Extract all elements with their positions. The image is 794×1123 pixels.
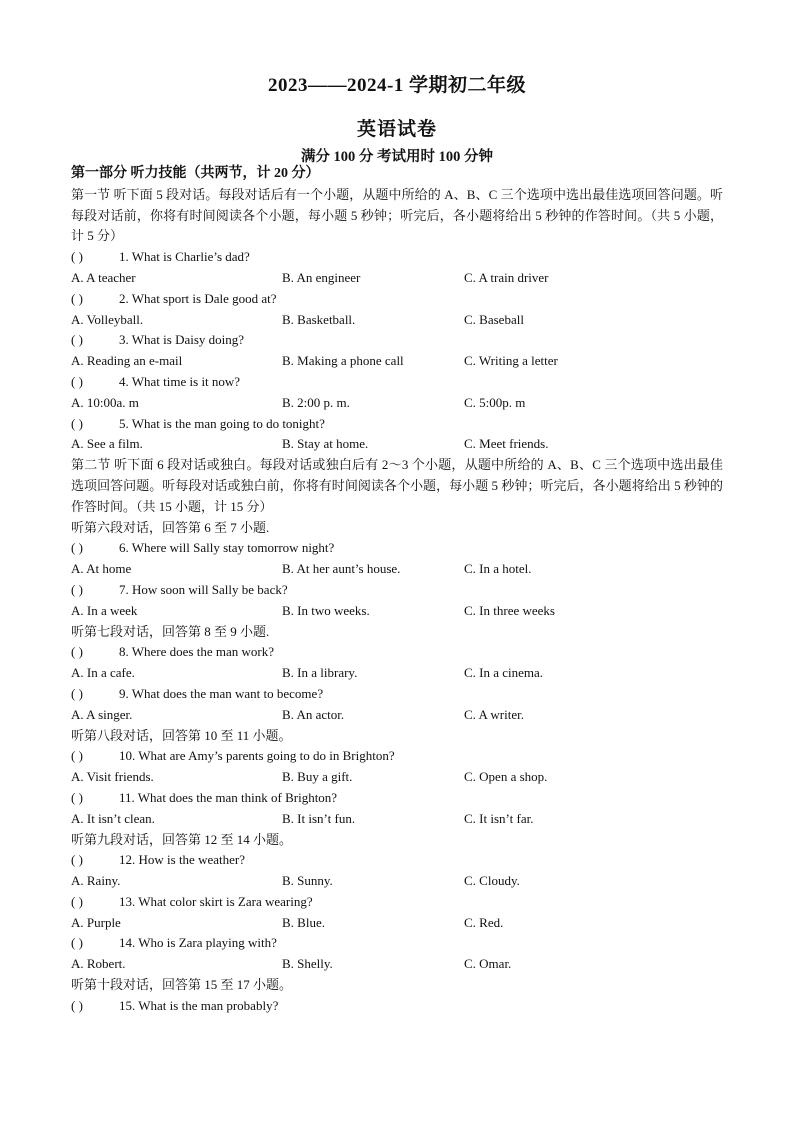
option-c: C. Omar. [464, 956, 512, 972]
option-b: B. Making a phone call [282, 353, 404, 369]
option-b: B. 2:00 p. m. [282, 394, 350, 410]
question-text: 15. What is the man probably? [119, 997, 279, 1013]
question-6 [71, 538, 723, 559]
options-6 [71, 559, 723, 580]
option-a: A. A teacher [71, 269, 136, 285]
options-13 [71, 913, 723, 934]
question-text: 4. What time is it now? [119, 373, 241, 389]
question-text: 5. What is the man going to do tonight? [119, 415, 325, 431]
exam-subtitle: 满分 100 分 考试用时 100 分钟 [300, 149, 494, 165]
option-c: C. Cloudy. [464, 873, 520, 889]
option-a: A. Volleyball. [71, 311, 144, 327]
exam-content [71, 164, 723, 1017]
question-1 [71, 247, 723, 268]
question-12 [71, 850, 723, 871]
option-c: C. In a cinema. [464, 665, 544, 681]
question-text: 8. Where does the man work? [119, 644, 274, 660]
question-14 [71, 933, 723, 954]
section2-intro: 第二节 听下面 6 段对话或独白。每段对话或独白后有 2～3 个小题，从题中所给的 A、B、C 三个选项中选出最佳选项回答问题。听每段对话或独白前，你将有时间阅读各个小题，每小题 5 秒钟；听完后，各小题将给出 5 秒钟的作答时间。（共 15 小题，计 15 分） [71, 457, 723, 514]
option-b: B. Basketball. [282, 311, 356, 327]
question-11 [71, 788, 723, 809]
options-10 [71, 767, 723, 788]
answer-blank[interactable]: ( ) [71, 373, 83, 389]
answer-blank[interactable]: ( ) [71, 997, 83, 1013]
answer-blank[interactable]: ( ) [71, 332, 83, 348]
options-5 [71, 434, 723, 455]
option-a: A. It isn’t clean. [71, 810, 155, 826]
option-c: C. Baseball [464, 311, 524, 327]
question-3 [71, 330, 723, 351]
option-b: B. Sunny. [282, 873, 333, 889]
question-13 [71, 892, 723, 913]
option-c: C. A train driver [464, 269, 549, 285]
question-text: 6. Where will Sally stay tomorrow night? [119, 540, 335, 556]
answer-blank[interactable]: ( ) [71, 290, 83, 306]
option-a: A. See a film. [71, 436, 143, 452]
options-1 [71, 268, 723, 289]
option-b: B. At her aunt’s house. [282, 561, 401, 577]
option-b: B. Shelly. [282, 956, 333, 972]
option-b: B. An actor. [282, 706, 345, 722]
answer-blank[interactable]: ( ) [71, 581, 83, 597]
question-text: 7. How soon will Sally be back? [119, 581, 288, 597]
option-b: B. It isn’t fun. [282, 810, 356, 826]
option-a: A. Rainy. [71, 873, 121, 889]
option-a: A. Robert. [71, 956, 126, 972]
section1-intro: 第一节 听下面 5 段对话。每段对话后有一个小题，从题中所给的 A、B、C 三个选项中选出最佳选项回答问题。听每段对话前，你将有时间阅读各个小题，每小题 5 秒钟；听完后，各小题将给出 5 秒钟的作答时间。（共 5 小题，计 5 分） [71, 186, 723, 244]
option-b: B. In a library. [282, 665, 358, 681]
option-b: B. Stay at home. [282, 436, 369, 452]
exam-title: 2023——2024-1 学期初二年级 [267, 75, 527, 96]
part1-heading: 第一部分 听力技能（共两节，计 20 分） [71, 166, 320, 181]
option-b: B. An engineer [282, 269, 361, 285]
answer-blank[interactable]: ( ) [71, 540, 83, 556]
option-c: C. Open a shop. [464, 769, 548, 785]
question-9 [71, 684, 723, 705]
options-9 [71, 705, 723, 726]
option-b: B. Buy a gift. [282, 769, 353, 785]
option-c: C. Writing a letter [464, 353, 558, 369]
dialogue-6-instruction: 听第六段对话，回答第 6 至 7 小题. [71, 519, 270, 535]
question-5 [71, 414, 723, 435]
question-8 [71, 642, 723, 663]
options-7 [71, 601, 723, 622]
question-text: 11. What does the man think of Brighton? [119, 789, 338, 805]
option-a: A. Reading an e-mail [71, 353, 183, 369]
answer-blank[interactable]: ( ) [71, 893, 83, 909]
exam-subject-title: 英语试卷 [356, 119, 437, 140]
options-4 [71, 393, 723, 414]
question-text: 13. What color skirt is Zara wearing? [119, 893, 313, 909]
question-text: 9. What does the man want to become? [119, 685, 324, 701]
answer-blank[interactable]: ( ) [71, 789, 83, 805]
question-15 [71, 996, 723, 1017]
answer-blank[interactable]: ( ) [71, 249, 83, 265]
option-b: B. Blue. [282, 914, 325, 930]
question-2 [71, 289, 723, 310]
question-10 [71, 746, 723, 767]
options-11 [71, 809, 723, 830]
answer-blank[interactable]: ( ) [71, 748, 83, 764]
dialogue-9-instruction: 听第九段对话，回答第 12 至 14 小题。 [71, 831, 293, 847]
answer-blank[interactable]: ( ) [71, 935, 83, 951]
options-14 [71, 954, 723, 975]
option-a: A. In a cafe. [71, 665, 135, 681]
option-c: C. In three weeks [464, 602, 555, 618]
options-8 [71, 663, 723, 684]
question-text: 1. What is Charlie’s dad? [119, 249, 250, 265]
option-c: C. Meet friends. [464, 436, 549, 452]
question-4 [71, 372, 723, 393]
question-7 [71, 580, 723, 601]
option-a: A. Purple [71, 914, 121, 930]
answer-blank[interactable]: ( ) [71, 685, 83, 701]
option-a: A. Visit friends. [71, 769, 154, 785]
option-c: C. In a hotel. [464, 561, 532, 577]
option-a: A. In a week [71, 602, 138, 618]
option-c: C. Red. [464, 914, 504, 930]
option-a: A. A singer. [71, 706, 133, 722]
answer-blank[interactable]: ( ) [71, 644, 83, 660]
option-b: B. In two weeks. [282, 602, 370, 618]
dialogue-10-instruction: 听第十段对话，回答第 15 至 17 小题。 [71, 977, 293, 993]
question-text: 14. Who is Zara playing with? [119, 935, 277, 951]
answer-blank[interactable]: ( ) [71, 852, 83, 868]
question-text: 3. What is Daisy doing? [119, 332, 245, 348]
options-3 [71, 351, 723, 372]
option-c: C. It isn’t far. [464, 810, 534, 826]
answer-blank[interactable]: ( ) [71, 415, 83, 431]
question-text: 12. How is the weather? [119, 852, 245, 868]
question-text: 10. What are Amy’s parents going to do in Brighton? [119, 748, 395, 764]
options-2 [71, 310, 723, 331]
dialogue-7-instruction: 听第七段对话，回答第 8 至 9 小题. [71, 623, 270, 639]
option-c: C. A writer. [464, 706, 524, 722]
option-a: A. 10:00a. m [71, 394, 139, 410]
options-12 [71, 871, 723, 892]
dialogue-8-instruction: 听第八段对话，回答第 10 至 11 小题。 [71, 727, 292, 743]
option-a: A. At home [71, 561, 132, 577]
question-text: 2. What sport is Dale good at? [119, 290, 277, 306]
option-c: C. 5:00p. m [464, 394, 526, 410]
